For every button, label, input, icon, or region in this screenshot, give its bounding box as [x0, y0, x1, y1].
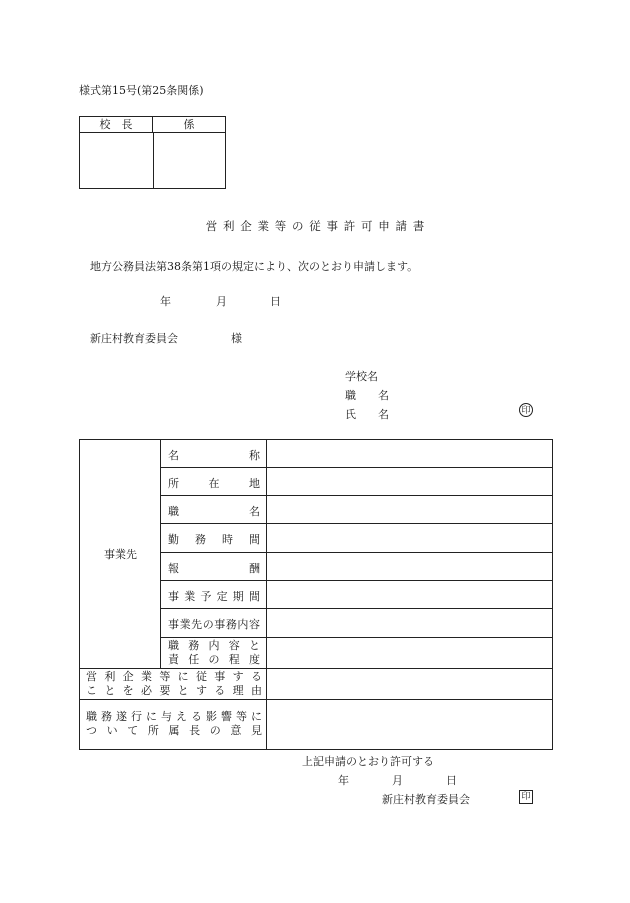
table-divider [161, 495, 552, 496]
approval-box [79, 116, 226, 189]
permission-year: 年 [338, 774, 349, 787]
table-divider [161, 523, 552, 524]
application-table [79, 439, 553, 750]
permission-date [338, 772, 457, 788]
row-address-label: 所 在 地 [168, 477, 260, 490]
form-number: 様式第15号(第25条関係) [79, 84, 204, 97]
approval-header-staff: 係 [153, 117, 225, 133]
table-divider [161, 467, 552, 468]
row-opinion-label: 職 務 遂 行 に 与 え る 影 響 等 に つ い て 所 属 長 の 意 見 [86, 710, 262, 737]
position-label: 職 名 [345, 389, 389, 402]
date-month: 月 [216, 295, 227, 308]
issuer-seal-icon: 印 [519, 790, 533, 804]
approval-header-principal: 校 長 [80, 117, 153, 133]
permission-day: 日 [446, 774, 457, 787]
row-name-label: 名 称 [168, 449, 260, 462]
row-business-content-label: 事 業 先 の 事 務 内 容 [168, 618, 260, 631]
permission-text: 上記申請のとおり許可する [302, 755, 434, 768]
name-label: 氏 名 [345, 408, 389, 421]
permission-issuer: 新庄村教育委員会 [382, 793, 470, 806]
table-divider [161, 580, 552, 581]
table-divider [266, 440, 267, 749]
date-day: 日 [270, 295, 281, 308]
addressee: 新庄村教育委員会 [90, 332, 178, 345]
applicant-seal-icon: 印 [519, 403, 533, 417]
date-year: 年 [160, 295, 171, 308]
table-divider [161, 608, 552, 609]
table-divider [161, 637, 552, 638]
applicant-labels [345, 367, 389, 424]
approval-divider [153, 133, 154, 188]
business-group-label: 事業先 [104, 548, 137, 561]
row-work-hours-label: 勤 務 時 間 [168, 533, 260, 546]
permission-month: 月 [392, 774, 403, 787]
table-divider [80, 668, 552, 669]
row-period-label: 事 業 予 定 期 間 [168, 590, 260, 603]
row-reason-label: 営 利 企 業 等 に 従 事 す る こ と を 必 要 と す る 理 由 [86, 670, 262, 697]
intro-text: 地方公務員法第38条第1項の規定により、次のとおり申請します。 [90, 260, 419, 273]
honorific: 様 [231, 332, 242, 345]
table-divider [161, 552, 552, 553]
table-divider [80, 699, 552, 700]
row-compensation-label: 報 酬 [168, 562, 260, 575]
application-date [160, 293, 281, 309]
school-name-label: 学校名 [345, 370, 378, 383]
row-job-title-label: 職 名 [168, 505, 260, 518]
document-title: 営 利 企 業 等 の 従 事 許 可 申 請 書 [205, 219, 425, 233]
row-duty-label: 職 務 内 容 と 責 任 の 程 度 [168, 639, 260, 666]
